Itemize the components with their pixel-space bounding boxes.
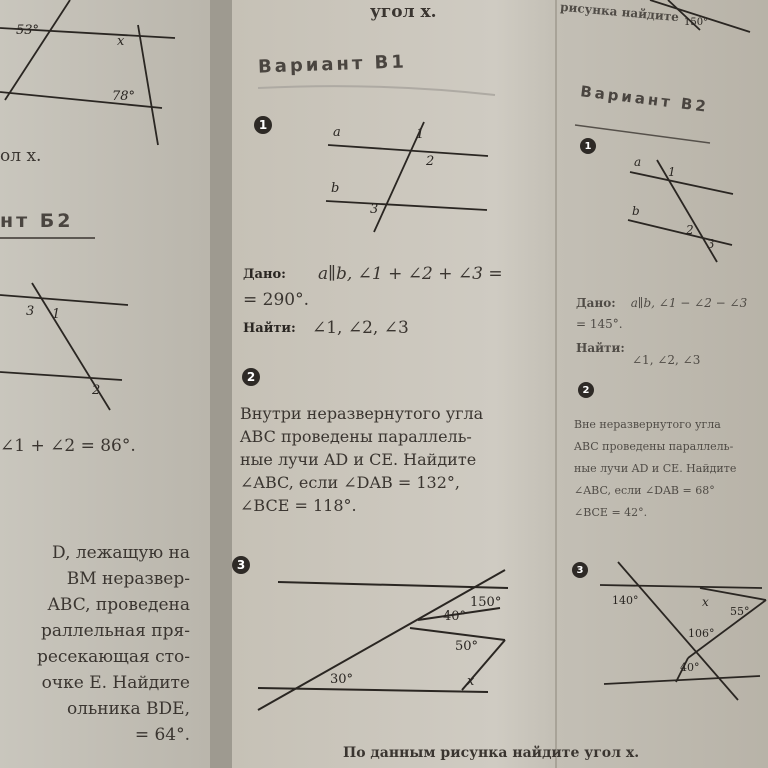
left-problem-line: ресекающая сто-	[36, 647, 190, 667]
right-given-text: a∥b, ∠1 − ∠2 − ∠3	[630, 296, 748, 310]
middle-top-text: угол x.	[370, 2, 437, 22]
left-fig-label-3: 3	[26, 304, 35, 319]
angle-label-50: 50°	[455, 639, 479, 654]
left-problem-line: BM неразвер-	[66, 569, 190, 589]
right-line-label-a: a	[634, 155, 642, 169]
angle-label-2: 2	[426, 154, 435, 169]
left-problem-line: раллельная пря-	[40, 621, 190, 641]
left-problem-line: ABC, проведена	[47, 595, 190, 615]
angle-label-x: x	[467, 674, 475, 689]
right-task3-number-badge: 3	[572, 562, 588, 578]
task2-line: ∠ABC, если ∠DAB = 132°,	[240, 473, 460, 492]
right-task1-number-badge: 1	[580, 138, 596, 154]
right-angle-label-106: 106°	[688, 627, 715, 640]
right-line-label-b: b	[632, 204, 640, 218]
given-text: a∥b, ∠1 + ∠2 + ∠3 =	[318, 264, 503, 284]
task1-number-badge: 1	[254, 116, 272, 134]
left-problem-line: очке E. Найдите	[41, 673, 190, 693]
right-top-text: рисунка найдите	[559, 0, 680, 25]
task2-line: ABC проведены параллель-	[240, 427, 472, 446]
middle-footer: По данным рисунка найдите угол x.	[343, 745, 640, 761]
right-angle-label-2: 2	[686, 223, 694, 237]
left-fig-angle-53: 53°	[16, 23, 40, 38]
left-fig-label-2: 2	[92, 383, 101, 398]
right-angle-label-x: x	[702, 595, 709, 609]
right-task2-text	[574, 414, 736, 524]
right-angle-label-3: 3	[707, 237, 715, 251]
find-label: Найти:	[243, 321, 296, 336]
find-text: ∠1, ∠2, ∠3	[312, 318, 409, 338]
left-fig-angle-78: 78°	[112, 89, 136, 104]
angle-label-150: 150°	[470, 595, 502, 610]
angle-label-3: 3	[370, 202, 379, 217]
right-angle-label-40: 40°	[680, 661, 700, 674]
right-find-label: Найти:	[576, 341, 625, 355]
right-angle-label-55: 55°	[730, 605, 750, 618]
angle-label-40: 40°	[443, 609, 467, 624]
left-fig-x: x	[117, 34, 125, 49]
angle-label-1: 1	[416, 127, 425, 142]
middle-variant-heading: Вариант В1	[257, 51, 408, 78]
right-given-label: Дано:	[576, 296, 616, 310]
task3-number-badge: 3	[232, 556, 250, 574]
right-task2-line: ∠BCE = 42°.	[574, 506, 648, 519]
task2-number-badge: 2	[242, 368, 260, 386]
right-given-value: = 145°.	[576, 317, 623, 331]
left-problem-line: ольника BDE,	[66, 699, 190, 719]
task2-line: Внутри неразвернутого угла	[240, 404, 484, 423]
right-variant-heading: Вариант В2	[579, 82, 710, 116]
middle-page	[232, 0, 562, 768]
right-task2-line: ные лучи AD и CE. Найдите	[574, 462, 737, 475]
left-question-fragment: ол x.	[0, 146, 42, 166]
line-label-b: b	[331, 181, 340, 196]
right-task2-number-badge: 2	[578, 382, 594, 398]
right-task1-given	[576, 292, 747, 311]
left-fig-label-1: 1	[52, 307, 61, 322]
given-value: = 290°.	[243, 290, 309, 310]
right-angle-label-140: 140°	[612, 594, 639, 607]
left-problem-line: D, лежащую на	[52, 543, 190, 563]
given-label: Дано:	[243, 267, 286, 282]
right-task2-line: Вне неразвернутого угла	[574, 418, 721, 431]
left-variant-heading: нт Б2	[0, 210, 74, 232]
task2-text	[240, 402, 483, 517]
left-equation: ∠1 + ∠2 = 86°.	[0, 436, 136, 456]
left-problem-text	[37, 540, 190, 748]
right-find-text: ∠1, ∠2, ∠3	[632, 353, 701, 367]
right-task2-line: ∠ABC, если ∠DAB = 68°	[574, 484, 715, 497]
task2-line: ные лучи AD и CE. Найдите	[240, 450, 477, 469]
angle-label-30: 30°	[330, 672, 354, 687]
right-top-label: 150°	[684, 17, 709, 28]
right-angle-label-1: 1	[668, 165, 676, 179]
line-label-a: a	[333, 125, 341, 140]
right-task2-line: ABC проведены параллель-	[574, 440, 734, 453]
task2-line: ∠BCE = 118°.	[240, 496, 357, 515]
left-problem-line: = 64°.	[134, 725, 190, 745]
